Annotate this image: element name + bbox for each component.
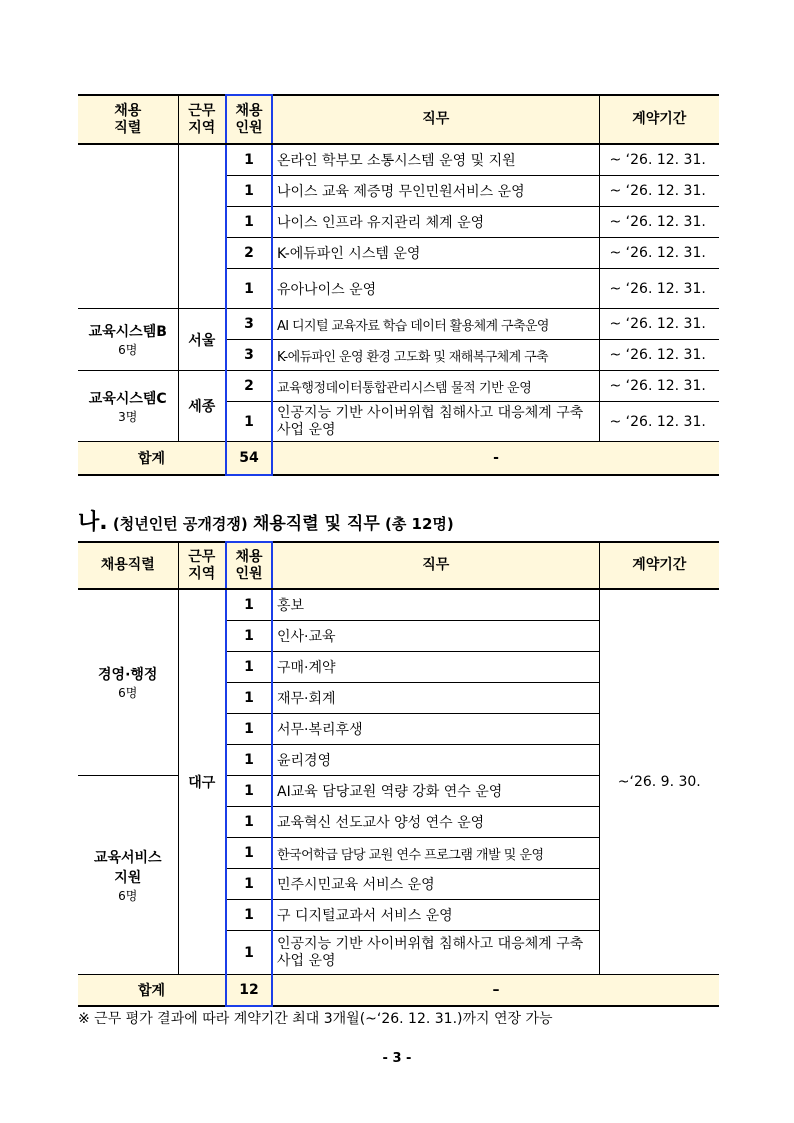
duty-cell: 서무·복리후생 xyxy=(272,714,599,745)
total-count: 12 xyxy=(226,975,272,1007)
header-role: 채용 직렬 xyxy=(78,95,178,144)
role-cell: 교육시스템B 6명 xyxy=(78,309,178,371)
period-cell: ~ ‘26. 12. 31. xyxy=(599,309,719,340)
count-cell: 1 xyxy=(226,176,272,207)
period-cell: ~ ‘26. 12. 31. xyxy=(599,269,719,309)
period-cell: ~ ‘26. 12. 31. xyxy=(599,176,719,207)
duty-cell: 재무·회계 xyxy=(272,683,599,714)
period-cell: ~ ‘26. 12. 31. xyxy=(599,371,719,402)
duty-cell: 유아나이스 운영 xyxy=(272,269,599,309)
count-cell: 1 xyxy=(226,207,272,238)
period-cell: ~ ‘26. 12. 31. xyxy=(599,238,719,269)
duty-cell: 인사·교육 xyxy=(272,621,599,652)
section-number: 나. xyxy=(78,510,108,535)
table-row xyxy=(78,309,719,340)
count-cell: 1 xyxy=(226,869,272,900)
period-cell: ~ ‘26. 12. 31. xyxy=(599,144,719,176)
header-duty: 직무 xyxy=(272,542,599,589)
header-count: 채용 인원 xyxy=(226,95,272,144)
region-cell: 세종 xyxy=(178,371,226,442)
table-row xyxy=(78,371,719,402)
region-cell: 서울 xyxy=(178,309,226,371)
section-heading: 채용직렬 및 직무 xyxy=(252,514,380,534)
total-row xyxy=(78,975,719,1007)
table-row xyxy=(78,589,719,621)
duty-cell: 구매·계약 xyxy=(272,652,599,683)
duty-cell: 인공지능 기반 사이버위협 침해사고 대응체계 구축 사업 운영 xyxy=(272,402,599,442)
count-cell: 1 xyxy=(226,714,272,745)
count-cell: 1 xyxy=(226,144,272,176)
count-cell: 1 xyxy=(226,621,272,652)
region-cell: 대구 xyxy=(178,589,226,975)
period-cell: ~ ‘26. 12. 31. xyxy=(599,340,719,371)
role-cell-empty xyxy=(78,144,178,309)
header-role: 채용직렬 xyxy=(78,542,178,589)
role-cell: 교육시스템C 3명 xyxy=(78,371,178,442)
period-cell: ~ ‘26. 12. 31. xyxy=(599,402,719,442)
header-region: 근무 지역 xyxy=(178,95,226,144)
header-period: 계약기간 xyxy=(599,95,719,144)
role-cell: 경영·행정 6명 xyxy=(78,589,178,776)
job-table-2 xyxy=(78,541,719,1007)
total-count: 54 xyxy=(226,442,272,475)
count-cell: 1 xyxy=(226,745,272,776)
total-duty: – xyxy=(272,975,719,1007)
duty-cell: 인공지능 기반 사이버위협 침해사고 대응체계 구축 사업 운영 xyxy=(272,931,599,975)
count-cell: 1 xyxy=(226,838,272,869)
total-row xyxy=(78,442,719,475)
count-cell: 1 xyxy=(226,269,272,309)
table-header xyxy=(78,95,719,144)
duty-cell: AI교육 담당교원 역량 강화 연수 운영 xyxy=(272,776,599,807)
count-cell: 1 xyxy=(226,776,272,807)
duty-cell: K-에듀파인 시스템 운영 xyxy=(272,238,599,269)
duty-cell: 민주시민교육 서비스 운영 xyxy=(272,869,599,900)
count-cell: 1 xyxy=(226,900,272,931)
count-cell: 3 xyxy=(226,309,272,340)
duty-cell: 한국어학급 담당 교원 연수 프로그램 개발 및 운영 xyxy=(272,838,599,869)
duty-cell: AI 디지털 교육자료 학습 데이터 활용체계 구축운영 xyxy=(272,309,599,340)
table-header xyxy=(78,542,719,589)
table-row xyxy=(78,144,719,176)
section-prefix: (청년인턴 공개경쟁) xyxy=(112,515,248,533)
role-cell: 교육서비스 지원 6명 xyxy=(78,776,178,975)
duty-cell: 교육행정데이터통합관리시스템 물적 기반 운영 xyxy=(272,371,599,402)
footnote: ※ 근무 평가 결과에 따라 계약기간 최대 3개월(~‘26. 12. 31.)까지 연장 가능 xyxy=(78,1011,553,1027)
count-cell: 1 xyxy=(226,931,272,975)
count-cell: 1 xyxy=(226,683,272,714)
period-cell: ~‘26. 9. 30. xyxy=(599,589,719,975)
count-cell: 3 xyxy=(226,340,272,371)
duty-cell: 홍보 xyxy=(272,589,599,621)
section-title xyxy=(78,505,454,536)
header-duty: 직무 xyxy=(272,95,599,144)
count-cell: 1 xyxy=(226,652,272,683)
duty-cell: K-에듀파인 운영 환경 고도화 및 재해복구체계 구축 xyxy=(272,340,599,371)
header-region: 근무 지역 xyxy=(178,542,226,589)
count-cell: 1 xyxy=(226,402,272,442)
count-cell: 2 xyxy=(226,371,272,402)
page-number: - 3 - xyxy=(382,1051,412,1066)
header-period: 계약기간 xyxy=(599,542,719,589)
count-cell: 1 xyxy=(226,807,272,838)
duty-cell: 나이스 교육 제증명 무인민원서비스 운영 xyxy=(272,176,599,207)
duty-cell: 윤리경영 xyxy=(272,745,599,776)
total-label: 합계 xyxy=(78,442,226,475)
duty-cell: 교육혁신 선도교사 양성 연수 운영 xyxy=(272,807,599,838)
count-cell: 2 xyxy=(226,238,272,269)
count-cell: 1 xyxy=(226,589,272,621)
section-suffix: (총 12명) xyxy=(384,515,454,533)
total-label: 합계 xyxy=(78,975,226,1007)
duty-cell: 온라인 학부모 소통시스템 운영 및 지원 xyxy=(272,144,599,176)
job-table-1 xyxy=(78,94,719,476)
duty-cell: 구 디지털교과서 서비스 운영 xyxy=(272,900,599,931)
duty-cell: 나이스 인프라 유지관리 체계 운영 xyxy=(272,207,599,238)
header-count: 채용 인원 xyxy=(226,542,272,589)
region-cell-empty xyxy=(178,144,226,309)
total-duty: - xyxy=(272,442,719,475)
period-cell: ~ ‘26. 12. 31. xyxy=(599,207,719,238)
